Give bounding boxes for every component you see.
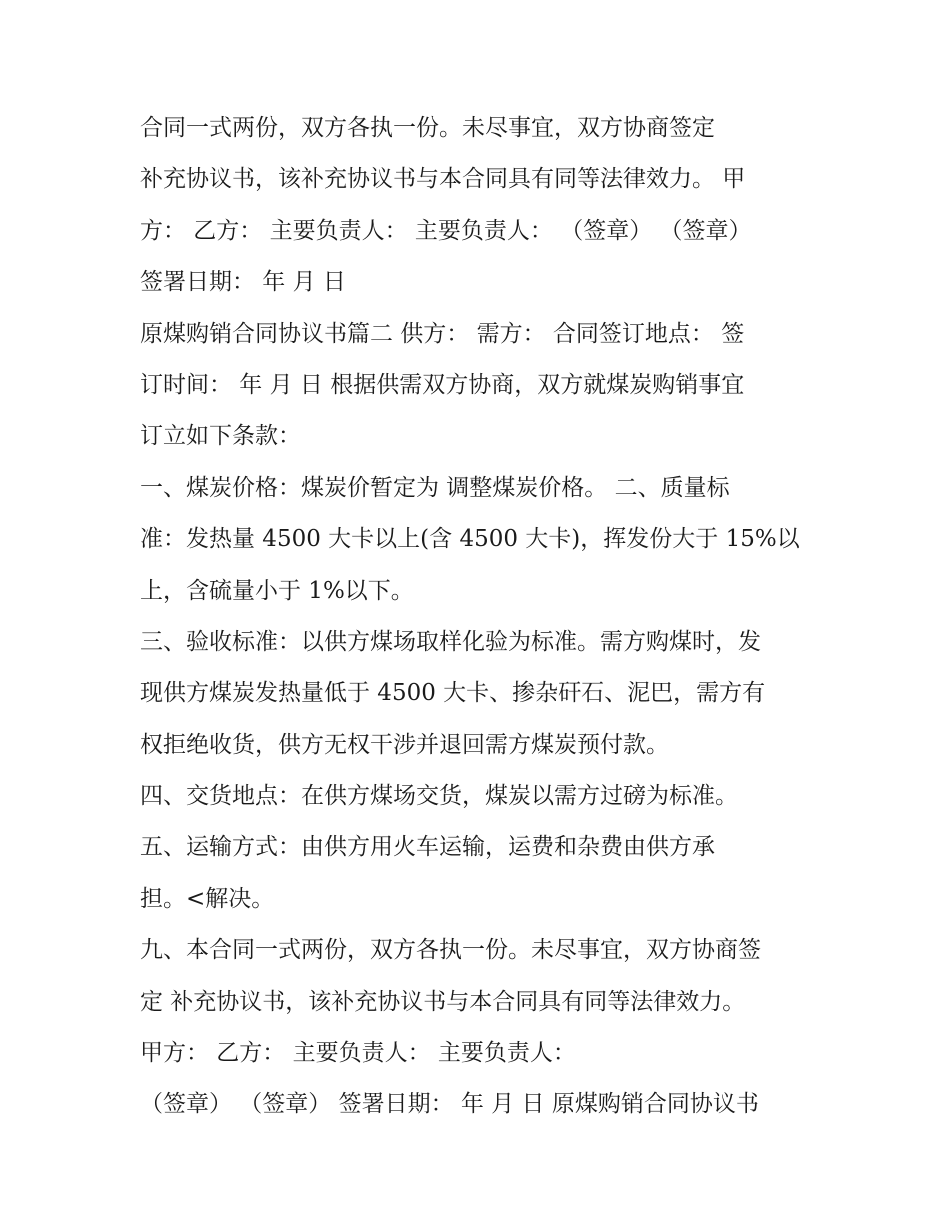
text-line: 九、本合同一式两份，双方各执一份。未尽事宜，双方协商签: [140, 937, 761, 964]
document-body: [140, 103, 820, 1131]
text-line: 方： 乙方： 主要负责人： 主要负责人： （签章） （签章）: [140, 217, 752, 244]
text-line: 甲方： 乙方： 主要负责人： 主要负责人：: [140, 1040, 576, 1067]
text-line: 订时间： 年 月 日 根据供需双方协商，双方就煤炭购销事宜: [140, 371, 745, 398]
text-line: 四、交货地点：在供方煤场交货，煤炭以需方过磅为标准。: [140, 783, 738, 810]
text-line: 订立如下条款：: [140, 423, 301, 450]
text-line: （签章） （签章） 签署日期： 年 月 日 原煤购销合同协议书: [140, 1091, 759, 1118]
text-line: 一、煤炭价格：煤炭价暂定为 调整煤炭价格。 二、质量标: [140, 474, 730, 501]
text-line: 原煤购销合同协议书篇二 供方： 需方： 合同签订地点： 签: [140, 320, 745, 347]
text-line: 五、运输方式：由供方用火车运输，运费和杂费由供方承: [140, 834, 715, 861]
text-line: 补充协议书，该补充协议书与本合同具有同等法律效力。 甲: [140, 166, 746, 193]
text-line: 上，含硫量小于 1%以下。: [140, 577, 414, 604]
text-line: 准：发热量 4500 大卡以上(含 4500 大卡)，挥发份大于 15%以: [140, 526, 800, 553]
text-line: 权拒绝收货，供方无权干涉并退回需方煤炭预付款。: [140, 731, 669, 758]
text-line: 定 补充协议书，该补充协议书与本合同具有同等法律效力。: [140, 988, 746, 1015]
text-line: 现供方煤炭发热量低于 4500 大卡、掺杂矸石、泥巴，需方有: [140, 680, 766, 707]
text-line: 三、验收标准：以供方煤场取样化验为标准。需方购煤时，发: [140, 628, 761, 655]
text-line: 合同一式两份，双方各执一份。未尽事宜，双方协商签定: [140, 115, 715, 141]
text-line: 担。<解决。: [140, 885, 275, 912]
text-line: 签署日期： 年 月 日: [140, 269, 346, 296]
